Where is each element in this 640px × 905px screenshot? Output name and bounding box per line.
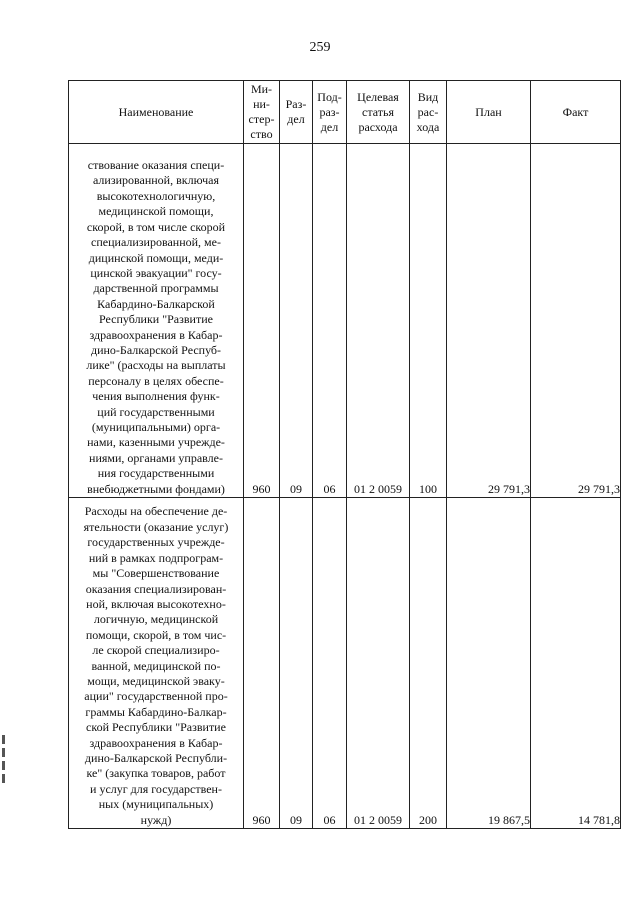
row-section: 09 (280, 144, 313, 498)
header-subsection (313, 81, 347, 144)
header-target-line: расхода (358, 119, 398, 134)
header-section (280, 81, 313, 144)
row-section: 09 (280, 498, 313, 829)
row-name-line: и услуг для государствен- (90, 781, 222, 796)
row-name-line: лике" (расходы на выплаты (86, 358, 226, 373)
header-fact-text: Факт (562, 104, 589, 119)
row-name-line: нужд) (140, 812, 172, 827)
header-ministry-line: ни- (253, 97, 270, 111)
row-name-line: ниями, органами управле- (89, 450, 223, 465)
header-plan-text: План (475, 104, 502, 119)
table-row (69, 144, 621, 498)
row-target: 01 2 0059 (347, 144, 410, 498)
row-name-line: ных (муниципальных) (98, 797, 214, 812)
header-type (410, 81, 447, 144)
row-name-line: медицинской помощи, (98, 204, 214, 219)
row-name-line: здравоохранения в Кабар- (89, 327, 223, 342)
row-ministry: 960 (244, 498, 280, 829)
header-row (69, 81, 621, 144)
row-name-line: дино-Балкарской Респуб- (90, 342, 222, 357)
row-name-cell (69, 144, 244, 498)
header-name-text: Наименование (118, 104, 194, 119)
header-subsection-line: дел (320, 119, 339, 134)
row-name-line: специализированной, ме- (91, 235, 221, 250)
row-name-line: (муниципальными) орга- (91, 419, 221, 434)
row-name-line: Республики "Развитие (99, 312, 213, 327)
header-type-line: хода (416, 119, 440, 134)
row-subsection: 06 (313, 498, 347, 829)
row-name-line: ской Республики "Развитие (86, 720, 226, 735)
row-subsection: 06 (313, 144, 347, 498)
row-name-line: дино-Балкарской Республи- (84, 750, 228, 765)
row-name-line: мощи, медицинской эваку- (87, 673, 225, 688)
row-name-line: ализированной, включая (93, 173, 219, 188)
row-name-line: ствование оказания специ- (87, 158, 225, 173)
row-type: 200 (410, 498, 447, 829)
header-type-line: Вид (417, 89, 439, 104)
header-ministry-line: ство (250, 127, 273, 141)
page-number: 259 (309, 40, 331, 55)
header-target (347, 81, 410, 144)
row-name-line: ации" государственной про- (84, 689, 228, 704)
row-name-line: здравоохранения в Кабар- (89, 735, 223, 750)
row-name-line: ния государственными (97, 466, 215, 481)
row-name-line: скорой, в том числе скорой (86, 219, 226, 234)
row-name-line: граммы Кабардино-Балкар- (85, 704, 227, 719)
row-name-line: цинской эвакуации" госу- (90, 265, 222, 280)
row-fact: 29 791,3 (531, 144, 621, 498)
header-fact (531, 81, 621, 144)
row-name-line: ятельности (оказание услуг) (83, 519, 229, 534)
row-name-line: дицинской помощи, меди- (88, 250, 224, 265)
row-name-line: Расходы на обеспечение де- (84, 504, 228, 519)
header-plan (447, 81, 531, 144)
row-name-line: высокотехнологичную, (96, 188, 216, 203)
row-name-line: ке" (закупка товаров, работ (86, 766, 226, 781)
header-subsection-line: Под- (317, 89, 342, 104)
row-type: 100 (410, 144, 447, 498)
row-name-line: мы "Совершенствование (92, 566, 220, 581)
row-name-line: чения выполнения функ- (92, 389, 220, 404)
row-name-line: ле скорой специализиро- (92, 643, 220, 658)
row-name-line: нами, казенными учрежде- (87, 435, 225, 450)
budget-table (68, 80, 621, 829)
header-target-line: Целевая (357, 89, 399, 104)
header-ministry (244, 81, 280, 144)
row-ministry: 960 (244, 144, 280, 498)
header-target-line: статья (362, 104, 394, 119)
row-name-line: персоналу в целях обеспе- (88, 373, 224, 388)
row-fact: 14 781,8 (531, 498, 621, 829)
header-type-line: рас- (417, 104, 439, 119)
header-ministry-line: Ми- (250, 82, 273, 96)
header-ministry-line: стер- (248, 112, 275, 126)
header-section-line: Раз- (285, 97, 307, 111)
row-name-line: дарственной программы (93, 281, 219, 296)
margin-scan-marks (2, 735, 6, 795)
row-name-line: Кабардино-Балкарской (97, 296, 215, 311)
row-plan: 19 867,5 (447, 498, 531, 829)
row-name-line: ной, включая высокотехно- (86, 596, 226, 611)
header-subsection-line: раз- (319, 104, 340, 119)
row-name-cell (69, 498, 244, 829)
row-name-line: оказания специализирован- (85, 581, 227, 596)
row-name-line: помощи, скорой, в том чис- (85, 627, 227, 642)
row-name-line: внебюджетными фондами) (87, 481, 225, 496)
row-name-line: логичную, медицинской (93, 612, 219, 627)
row-name-line: государственных учрежде- (87, 535, 225, 550)
header-name (69, 81, 244, 144)
header-section-line: дел (287, 112, 305, 126)
row-name-line: ванной, медицинской по- (91, 658, 221, 673)
row-name-line: ций государственными (97, 404, 215, 419)
row-target: 01 2 0059 (347, 498, 410, 829)
row-name-line: ний в рамках подпрограм- (88, 550, 224, 565)
row-plan: 29 791,3 (447, 144, 531, 498)
table-row (69, 498, 621, 829)
